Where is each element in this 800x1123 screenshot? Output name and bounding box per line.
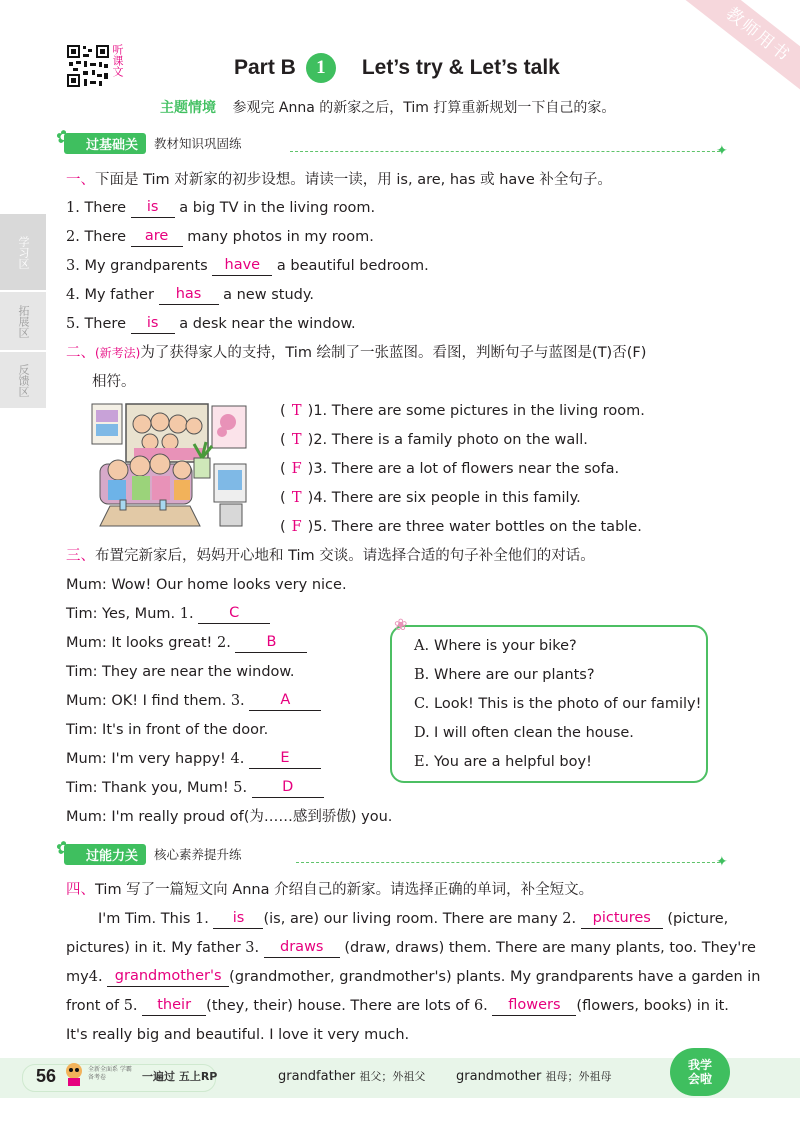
passage-line: pictures) in it. My father 3. draws (draw, draws) them. There are many plants, too. They're bbox=[66, 939, 756, 956]
q2-instruction-cont: 相符。 bbox=[92, 374, 136, 390]
q4-instruction: 四、Tim 写了一篇短文向 Anna 介绍自己的新家。请选择正确的单词，补全短文。 bbox=[66, 882, 594, 898]
answer-blank[interactable]: is bbox=[131, 313, 175, 334]
passage-line: It's really big and beautiful. I love it very much. bbox=[66, 1027, 410, 1043]
answer-blank[interactable]: flowers bbox=[492, 995, 576, 1016]
dialogue-line: Mum: Wow! Our home looks very nice. bbox=[66, 577, 347, 593]
q2-item: ( F )3. There are a lot of flowers near the sofa. bbox=[280, 461, 620, 477]
q1-item: 3. My grandparents have a beautiful bedroom. bbox=[66, 257, 429, 274]
answer-blank[interactable]: is bbox=[213, 908, 263, 929]
star-icon: ✦ bbox=[716, 143, 728, 159]
mascot-badge: 我学会啦 bbox=[670, 1048, 730, 1096]
vocab-2: grandmother 祖母；外祖母 bbox=[456, 1069, 612, 1084]
lesson-number-badge: 1 bbox=[306, 53, 336, 83]
page-number: 56 bbox=[36, 1066, 57, 1086]
dialogue-line: Mum: It looks great! 2. B bbox=[66, 633, 307, 654]
side-tab-study[interactable]: 学习区 bbox=[0, 214, 46, 290]
answer-blank[interactable]: grandmother's bbox=[107, 966, 229, 987]
qr-code-icon[interactable] bbox=[66, 44, 110, 88]
option-a[interactable]: A. Where is your bike? bbox=[414, 638, 577, 654]
answer-blank[interactable]: have bbox=[212, 255, 272, 276]
dialogue-line: Tim: Thank you, Mum! 5. D bbox=[66, 778, 324, 799]
q2-item: ( T )4. There are six people in this family. bbox=[280, 490, 581, 506]
q1-item: 1. There is a big TV in the living room. bbox=[66, 199, 376, 216]
answer-blank[interactable]: E bbox=[249, 748, 321, 769]
vocab-1: grandfather 祖父；外祖父 bbox=[278, 1069, 426, 1084]
corner-stamp: 教师用书 bbox=[684, 0, 800, 98]
theme-text: 参观完 Anna 的新家之后，Tim 打算重新规划一下自己的家。 bbox=[232, 100, 616, 116]
passage-line: my4. grandmother's (grandmother, grandmother's) plants. My grandparents have a garden in bbox=[66, 968, 761, 985]
answer-blank[interactable]: A bbox=[249, 690, 321, 711]
option-d[interactable]: D. I will often clean the house. bbox=[414, 725, 634, 741]
section-basic-subtitle: 教材知识巩固练 bbox=[154, 136, 242, 151]
dialogue-line: Mum: I'm very happy! 4. E bbox=[66, 749, 321, 770]
passage-line: I'm Tim. This 1. is (is, are) our living room. There are many 2. pictures (picture, bbox=[98, 910, 729, 927]
answer-blank[interactable]: their bbox=[142, 995, 206, 1016]
q2-item: ( T )1. There are some pictures in the living room. bbox=[280, 403, 645, 419]
dialogue-line: Tim: Yes, Mum. 1. C bbox=[66, 604, 270, 625]
qr-label: 听课文 bbox=[111, 44, 124, 77]
answer-blank[interactable]: are bbox=[131, 226, 183, 247]
answer-blank[interactable]: is bbox=[131, 197, 175, 218]
dialogue-line: Tim: It's in front of the door. bbox=[66, 722, 269, 738]
book-label: 一遍过 五上RP bbox=[142, 1070, 218, 1083]
book-small-label: 全新全面系 学霸备考卷 bbox=[88, 1066, 132, 1081]
passage-line: front of 5. their (they, their) house. There are lots of 6. flowers (flowers, books) in it. bbox=[66, 997, 729, 1014]
option-c[interactable]: C. Look! This is the photo of our family! bbox=[414, 696, 702, 712]
leaf-icon: ✿ bbox=[56, 837, 72, 859]
option-e[interactable]: E. You are a helpful boy! bbox=[414, 754, 592, 770]
q2-instruction: 二、(新考法)为了获得家人的支持，Tim 绘制了一张蓝图。看图，判断句子与蓝图是(T)否(F) bbox=[66, 345, 647, 361]
page-title bbox=[234, 52, 560, 84]
side-tab-feedback[interactable]: 反馈区 bbox=[0, 352, 46, 408]
dialogue-line: Mum: I'm really proud of(为……感到骄傲) you. bbox=[66, 809, 393, 825]
q1-item: 4. My father has a new study. bbox=[66, 286, 314, 303]
section-divider bbox=[296, 862, 720, 863]
option-b[interactable]: B. Where are our plants? bbox=[414, 667, 595, 683]
part-label: Part B bbox=[234, 56, 296, 79]
theme-line bbox=[160, 97, 615, 117]
theme-label: 主题情境 bbox=[160, 100, 216, 116]
answer-blank[interactable]: B bbox=[235, 632, 307, 653]
dialogue-line: Mum: OK! I find them. 3. A bbox=[66, 691, 321, 712]
q3-instruction: 三、布置完新家后，妈妈开心地和 Tim 交谈。请选择合适的句子补全他们的对话。 bbox=[66, 548, 595, 564]
section-basic-badge: ✿ 过基础关 教材知识巩固练 bbox=[56, 126, 242, 153]
cherry-icon: ❀ bbox=[394, 615, 408, 634]
answer-blank[interactable]: C bbox=[198, 603, 270, 624]
answer-blank[interactable]: D bbox=[252, 777, 324, 798]
section-divider bbox=[290, 151, 720, 152]
star-icon: ✦ bbox=[716, 854, 728, 870]
answer-blank[interactable]: draws bbox=[264, 937, 340, 958]
q1-instruction: 一、下面是 Tim 对新家的初步设想。请读一读，用 is, are, has 或 have 补全句子。 bbox=[66, 172, 612, 188]
leaf-icon: ✿ bbox=[56, 126, 72, 148]
answer-blank[interactable]: has bbox=[159, 284, 219, 305]
side-tab-extend[interactable]: 拓展区 bbox=[0, 292, 46, 350]
mascot-icon bbox=[64, 1062, 84, 1086]
answer-blank[interactable]: pictures bbox=[581, 908, 663, 929]
section-ability-badge: ✿ 过能力关 核心素养提升练 bbox=[56, 837, 242, 864]
q1-item: 2. There are many photos in my room. bbox=[66, 228, 374, 245]
dialogue-line: Tim: They are near the window. bbox=[66, 664, 295, 680]
q1-item: 5. There is a desk near the window. bbox=[66, 315, 356, 332]
q2-item: ( T )2. There is a family photo on the wall. bbox=[280, 432, 588, 448]
lesson-title: Let’s try & Let’s talk bbox=[361, 56, 560, 79]
section-ability-subtitle: 核心素养提升练 bbox=[154, 847, 242, 862]
family-illustration bbox=[90, 402, 248, 532]
q2-item: ( F )5. There are three water bottles on the table. bbox=[280, 519, 642, 535]
